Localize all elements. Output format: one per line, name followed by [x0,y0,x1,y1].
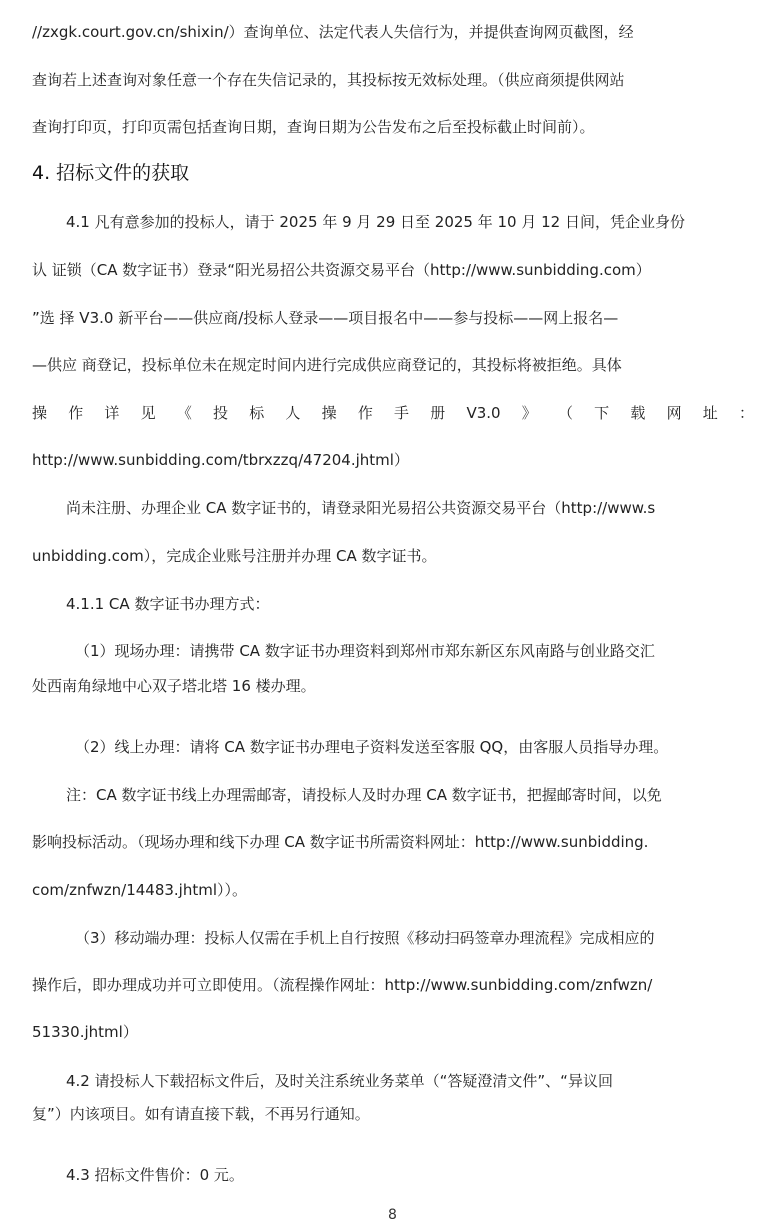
spaced-text-line [32,403,754,423]
text-line: 操作后，即办理成功并可立即使用。（流程操作网址：http://www.sunbidding.com/znfwzn/ [32,976,653,994]
word: 网 [666,404,682,422]
text-line: //zxgk.court.gov.cn/shixin/）查询单位、法定代表人失信行为，并提供查询网页截图，经 [32,23,634,41]
text-line: （1）现场办理：请携带 CA 数字证书办理资料到郑州市郑东新区东风南路与创业路交汇 [75,642,655,660]
word: 手 [394,404,410,422]
word: 下 [594,404,610,422]
word: 投 [213,404,229,422]
text-line: 4.2 请投标人下载招标文件后，及时关注系统业务菜单（“答疑澄清文件”、“异议回 [66,1072,613,1090]
word: 址 [702,404,718,422]
text-line: 51330.jhtml） [32,1023,138,1041]
text-line: 认 证锁（CA 数字证书）登录“阳光易招公共资源交易平台（http://www.sunbidding.com） [32,261,651,279]
text-line: 处西南角绿地中心双子塔北塔 16 楼办理。 [32,677,316,695]
text-line: 尚未注册、办理企业 CA 数字证书的，请登录阳光易招公共资源交易平台（http://www.s [66,499,656,517]
word: 标 [249,404,265,422]
word: 册 [430,404,446,422]
text-line: —供应 商登记，投标单位未在规定时间内进行完成供应商登记的，其投标将被拒绝。具体 [32,356,622,374]
word: 》 [521,404,537,422]
text-line: 查询打印页，打印页需包括查询日期，查询日期为公告发布之后至投标截止时间前）。 [32,118,595,136]
text-line: 注：CA 数字证书线上办理需邮寄，请投标人及时办理 CA 数字证书，把握邮寄时间，以免 [66,786,662,804]
text-line: unbidding.com），完成企业账号注册并办理 CA 数字证书。 [32,547,437,565]
word: V3.0 [466,404,501,422]
subsection-heading: 4.1.1 CA 数字证书办理方式： [66,595,270,613]
text-line: ”选 择 V3.0 新平台——供应商/投标人登录——项目报名中——参与投标——网上报名— [32,309,619,327]
text-line: 4.3 招标文件售价：0 元。 [66,1166,244,1184]
page-number: 8 [388,1207,397,1223]
word: 《 [176,404,192,422]
text-line: com/znfwzn/14483.jhtml））。 [32,881,248,899]
word: 操 [321,404,337,422]
word: 作 [68,404,84,422]
text-line: （3）移动端办理：投标人仅需在手机上自行按照《移动扫码签章办理流程》完成相应的 [75,929,655,947]
text-line: 查询若上述查询对象任意一个存在失信记录的，其投标按无效标处理。（供应商须提供网站 [32,71,625,89]
word: 作 [357,404,373,422]
word: 载 [630,404,646,422]
section-heading: 4. 招标文件的获取 [32,162,190,184]
word: 详 [104,404,120,422]
text-line: 4.1 凡有意参加的投标人，请于 2025 年 9 月 29 日至 2025 年 10 月 12 日间，凭企业身份 [66,213,685,231]
word: （ [557,404,573,422]
url-line: http://www.sunbidding.com/tbrxzzq/47204.jhtml） [32,451,409,469]
word: 见 [140,404,156,422]
text-line: （2）线上办理：请将 CA 数字证书办理电子资料发送至客服 QQ，由客服人员指导办理。 [75,738,669,756]
word: 操 [32,404,48,422]
text-line: 复”）内该项目。如有请直接下载，不再另行通知。 [32,1105,370,1123]
word: ： [738,404,754,422]
word: 人 [285,404,301,422]
text-line: 影响投标活动。（现场办理和线下办理 CA 数字证书所需资料网址：http://www.sunbidding. [32,833,649,851]
